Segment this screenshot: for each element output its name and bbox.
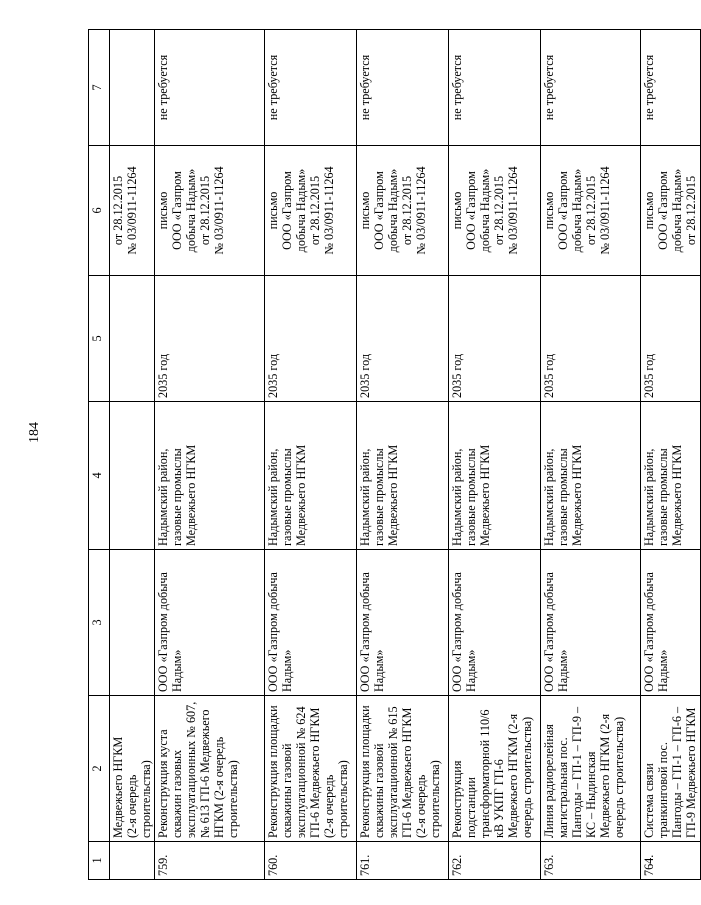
column-header: 4 — [89, 402, 110, 550]
document-line: ООО «Газпром — [372, 171, 386, 250]
column-header: 1 — [89, 842, 110, 880]
document-line: от 28.12.2015 — [684, 175, 698, 246]
object-line: Медвежьего НГКМ — [111, 736, 125, 838]
document-line: добыча Надым» — [294, 168, 308, 253]
cell-num: 760. — [265, 842, 357, 880]
cell-note: не требуется — [155, 30, 265, 146]
cell-year — [110, 276, 155, 402]
document-line: ООО «Газпром — [170, 171, 184, 250]
document-line: добыча Надым» — [184, 168, 198, 253]
page-number: 184 — [27, 422, 42, 443]
cell-note: не требуется — [449, 30, 541, 146]
column-header-row — [89, 30, 110, 880]
document-line: письмо — [266, 191, 280, 230]
cell-location — [110, 402, 155, 550]
cell-owner: ООО «Газпром добыча Надым» — [265, 550, 357, 696]
cell-object: Реконструкция площадки скважины газовой эксплуатационной № 615 ГП-6 Медвежьего НГКМ (2-я очередь строительства) — [357, 696, 449, 842]
cell-document — [357, 146, 449, 276]
document-line: письмо — [156, 191, 170, 230]
document-line: добыча Надым» — [670, 168, 684, 253]
cell-owner: ООО «Газпром добыча Надым» — [155, 550, 265, 696]
document-line: добыча Надым» — [386, 168, 400, 253]
document-line: письмо — [450, 191, 464, 230]
cell-note: не требуется — [265, 30, 357, 146]
cell-num: 764. — [641, 842, 701, 880]
document-line: № 03/0911-11264 — [212, 166, 226, 255]
table-row — [155, 30, 265, 880]
document-line: ООО «Газпром — [656, 171, 670, 250]
cell-owner — [110, 550, 155, 696]
document-line: от 28.12.2015 — [198, 175, 212, 246]
cell-location: Надымский район, газовые промыслы Медвежьего НГКМ — [641, 402, 701, 550]
cell-document — [110, 146, 155, 276]
cell-year: 2035 год — [541, 276, 641, 402]
document-line: № 03/0911-11264 — [322, 166, 336, 255]
document-line: от 28.12.2015 — [308, 175, 322, 246]
document-line: письмо — [358, 191, 372, 230]
cell-location: Надымский район, газовые промыслы Медвежьего НГКМ — [541, 402, 641, 550]
cell-num — [110, 842, 155, 880]
cell-object: Система связи транкинговой пос. Пангоды – ГП-1 – ГП-6 – ГП-9 Медвежьего НГКМ — [641, 696, 701, 842]
cell-object — [110, 696, 155, 842]
document-line: от 28.12.2015 — [111, 175, 125, 246]
cell-owner: ООО «Газпром добыча Надым» — [357, 550, 449, 696]
table-row — [541, 30, 641, 880]
cell-note: не требуется — [641, 30, 701, 146]
cell-document — [541, 146, 641, 276]
document-line: № 03/0911-11264 — [414, 166, 428, 255]
document-line: письмо — [642, 191, 656, 230]
cell-document — [155, 146, 265, 276]
cell-year: 2035 год — [449, 276, 541, 402]
cell-object: Линия радиорелейная магистральная пос. Пангоды – ГП-1 – ГП-9 – КС – Ныдинская Медвежьего НГКМ (2-я очередь строительства) — [541, 696, 641, 842]
document-line: № 03/0911-11264 — [598, 166, 612, 255]
document-line: ООО «Газпром — [280, 171, 294, 250]
column-header: 6 — [89, 146, 110, 276]
table-row — [449, 30, 541, 880]
cell-year: 2035 год — [265, 276, 357, 402]
table-row — [357, 30, 449, 880]
document-line: ООО «Газпром — [464, 171, 478, 250]
cell-location: Надымский район, газовые промыслы Медвежьего НГКМ — [357, 402, 449, 550]
cell-owner: ООО «Газпром добыча Надым» — [641, 550, 701, 696]
column-header: 7 — [89, 30, 110, 146]
document-line: от 28.12.2015 — [492, 175, 506, 246]
cell-year: 2035 год — [641, 276, 701, 402]
cell-note — [110, 30, 155, 146]
cell-year: 2035 год — [357, 276, 449, 402]
document-line: письмо — [542, 191, 556, 230]
register-table — [88, 29, 701, 880]
cell-num: 762. — [449, 842, 541, 880]
column-header: 2 — [89, 696, 110, 842]
cell-num: 763. — [541, 842, 641, 880]
cell-note: не требуется — [357, 30, 449, 146]
cell-year: 2035 год — [155, 276, 265, 402]
cell-document — [641, 146, 701, 276]
column-header: 3 — [89, 550, 110, 696]
cell-location: Надымский район, газовые промыслы Медвежьего НГКМ — [155, 402, 265, 550]
cell-owner: ООО «Газпром добыча Надым» — [541, 550, 641, 696]
cell-note: не требуется — [541, 30, 641, 146]
cell-object: Реконструкция куста скважин газовых эксплуатационных № 607, № 613 ГП-6 Медвежьего НГКМ (2-я очередь строительства) — [155, 696, 265, 842]
continuation-row — [110, 30, 155, 880]
document-line: добыча Надым» — [478, 168, 492, 253]
document-line: от 28.12.2015 — [400, 175, 414, 246]
table-row — [265, 30, 357, 880]
document-line: ООО «Газпром — [556, 171, 570, 250]
cell-owner: ООО «Газпром добыча Надым» — [449, 550, 541, 696]
document-line: от 28.12.2015 — [584, 175, 598, 246]
document-line: № 03/0911-11264 — [125, 166, 139, 255]
column-header: 5 — [89, 276, 110, 402]
cell-location: Надымский район, газовые промыслы Медвежьего НГКМ — [265, 402, 357, 550]
cell-location: Надымский район, газовые промыслы Медвежьего НГКМ — [449, 402, 541, 550]
cell-object: Реконструкция площадки скважины газовой эксплуатационной № 624 ГП-6 Медвежьего НГКМ (2-я очередь строительства) — [265, 696, 357, 842]
cell-num: 759. — [155, 842, 265, 880]
rotated-landscape-page — [88, 30, 698, 880]
object-line: (2-я очередь строительства) — [125, 760, 153, 838]
cell-document — [449, 146, 541, 276]
cell-num: 761. — [357, 842, 449, 880]
table-row — [641, 30, 701, 880]
document-line: № 03/0911-11264 — [506, 166, 520, 255]
cell-object: Реконструкция подстанции трансформаторной 110/6 кВ УКПГ ГП-6 Медвежьего НГКМ (2-я очередь строительства) — [449, 696, 541, 842]
document-line: добыча Надым» — [570, 168, 584, 253]
cell-document — [265, 146, 357, 276]
